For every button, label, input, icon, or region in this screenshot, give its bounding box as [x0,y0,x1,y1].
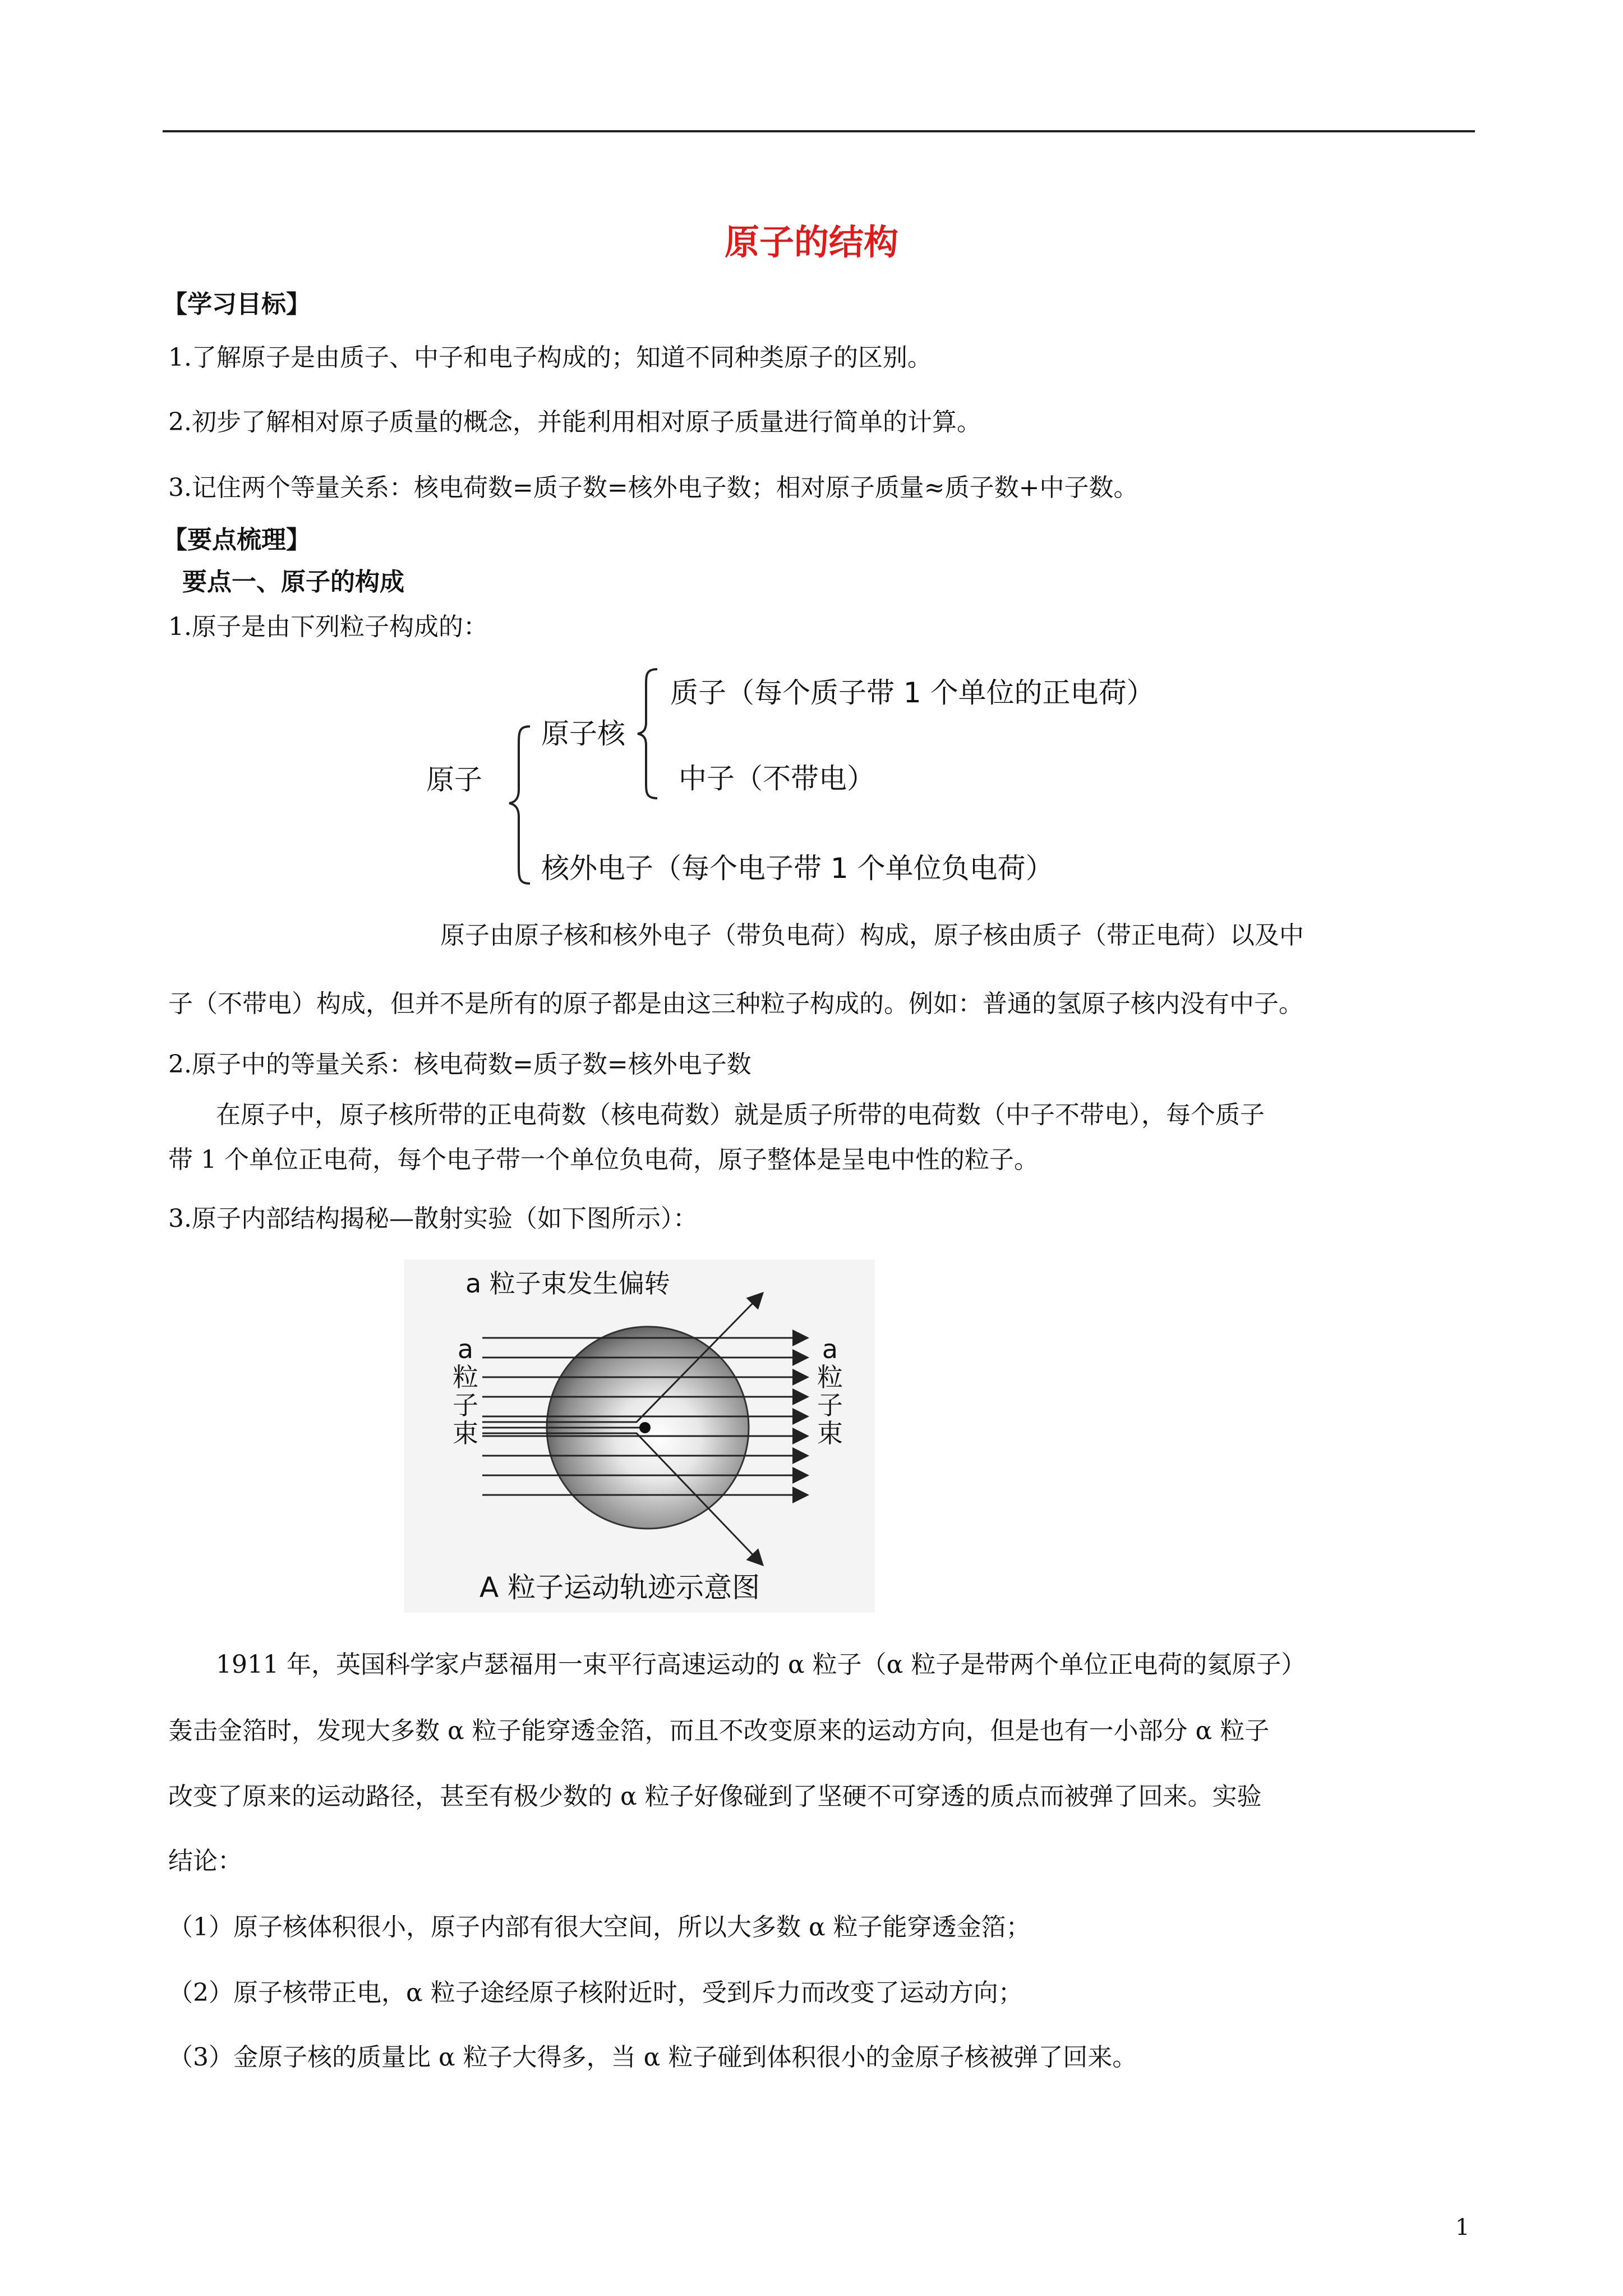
objective-item-2: 2.初步了解相对原子质量的概念，并能利用相对原子质量进行简单的计算。 [168,408,981,436]
nucleus-icon [639,1422,651,1433]
diagram-nucleus-label: 原子核 [541,717,625,750]
paragraph-2-line-2: 带 1 个单位正电荷，每个电子带一个单位负电荷，原子整体是呈电中性的粒子。 [168,1145,1039,1174]
point1-heading: 要点一、原子的构成 [182,568,404,596]
figure-left-label: a 粒 子 束 [453,1334,478,1448]
diagram-proton-label: 质子（每个质子带 1 个单位的正电荷） [670,677,1155,709]
diagram-atom-label: 原子 [426,763,482,796]
diagram-electron-label: 核外电子（每个电子带 1 个单位负电荷） [541,852,1054,885]
figure-right-label: a 粒 子 束 [817,1334,843,1448]
conclusion-2: （2）原子核带正电，α 粒子途经原子核附近时，受到斥力而改变了运动方向； [168,1978,1023,2007]
point1-item-2: 2.原子中的等量关系：核电荷数=质子数=核外电子数 [168,1050,751,1079]
paragraph-1-line-1: 原子由原子核和核外电子（带负电荷）构成，原子核由质子（带正电荷）以及中 [440,921,1304,950]
paragraph-3-line-2: 轰击金箔时，发现大多数 α 粒子能穿透金箔，而且不改变原来的运动方向，但是也有一小部分 α 粒子 [168,1717,1270,1745]
brace-nucleus-icon [634,666,665,801]
paragraph-3-line-1: 1911 年，英国科学家卢瑟福用一束平行高速运动的 α 粒子（α 粒子是带两个单位正电荷的氦原子） [216,1650,1306,1679]
objective-item-3: 3.记住两个等量关系：核电荷数=质子数=核外电子数；相对原子质量≈质子数+中子数。 [168,473,1138,502]
point1-item-1: 1.原子是由下列粒子构成的： [168,613,488,641]
objective-item-1: 1.了解原子是由质子、中子和电子构成的；知道不同种类原子的区别。 [168,343,932,372]
diagram-neutron-label: 中子（不带电） [679,762,875,795]
points-heading: 【要点梳理】 [163,526,311,554]
point1-item-3: 3.原子内部结构揭秘—散射实验（如下图所示）： [168,1204,698,1233]
brace-atom-icon [505,724,538,886]
page-title: 原子的结构 [724,222,898,263]
figure-top-label: a 粒子束发生偏转 [465,1268,670,1299]
paragraph-1-line-2: 子（不带电）构成，但并不是所有的原子都是由这三种粒子构成的。例如：普通的氢原子核内没有中子。 [168,990,1303,1018]
paragraph-3-line-4: 结论： [168,1847,242,1875]
paragraph-3-line-3: 改变了原来的运动路径，甚至有极少数的 α 粒子好像碰到了坚硬不可穿透的质点而被弹了回来。实验 [168,1782,1262,1811]
page-number: 1 [1455,2215,1470,2240]
paragraph-2-line-1: 在原子中，原子核所带的正电荷数（核电荷数）就是质子所带的电荷数（中子不带电），每个质子 [216,1101,1265,1129]
objectives-heading: 【学习目标】 [163,290,311,319]
figure-caption: A 粒子运动轨迹示意图 [479,1571,760,1604]
rutherford-figure [404,1259,875,1613]
conclusion-1: （1）原子核体积很小，原子内部有很大空间，所以大多数 α 粒子能穿透金箔； [168,1913,1031,1941]
conclusion-3: （3）金原子核的质量比 α 粒子大得多，当 α 粒子碰到体积很小的金原子核被弹了回来。 [168,2043,1137,2072]
header-rule [163,130,1475,132]
